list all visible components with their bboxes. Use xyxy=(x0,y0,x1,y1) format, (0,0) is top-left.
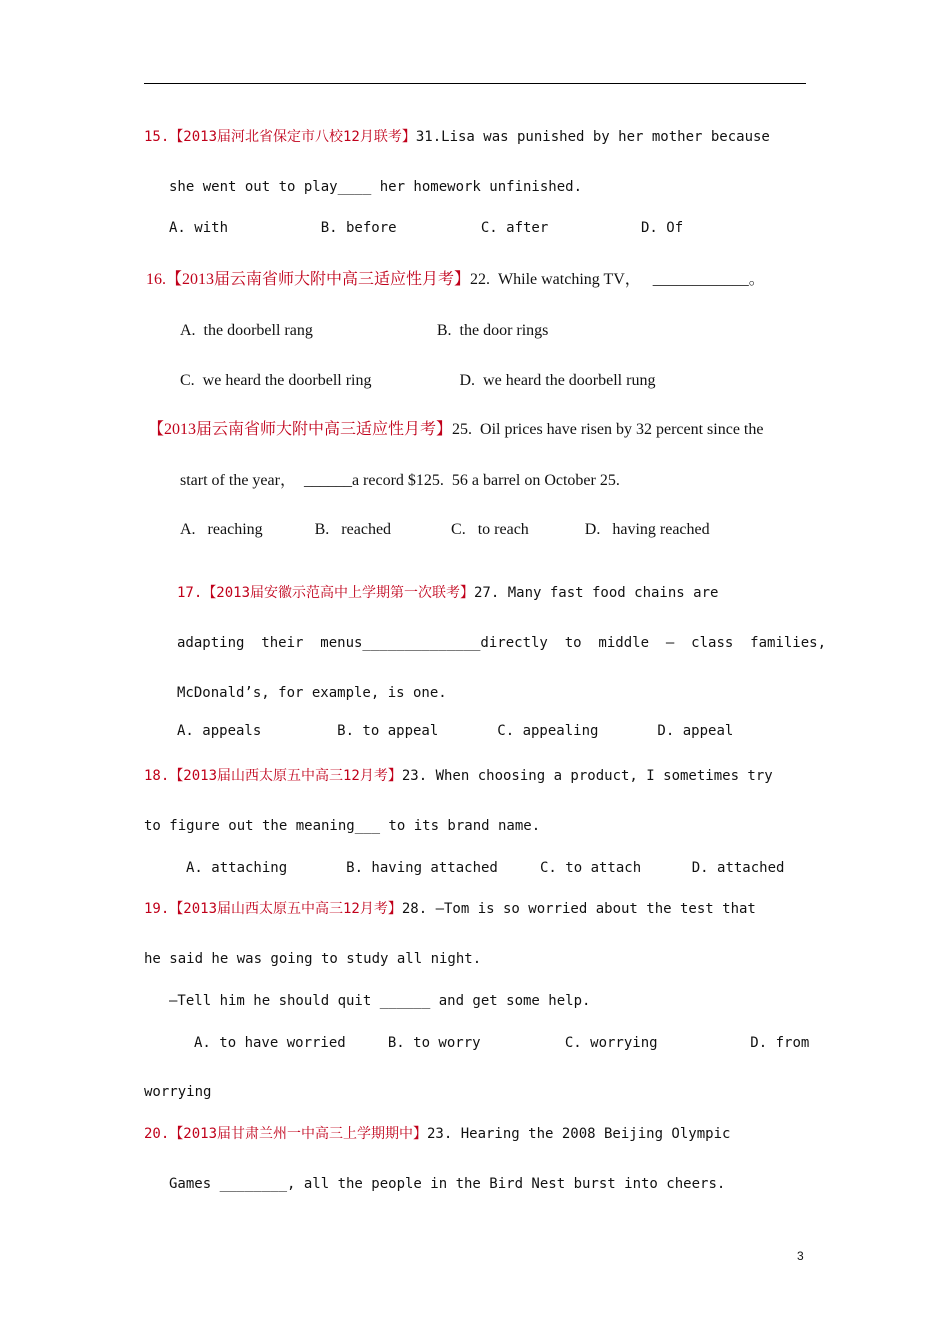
question-text: she went out to play____ her homework unfinished. xyxy=(169,179,583,195)
text-line xyxy=(180,520,710,540)
question-source: 18.【2013届山西太原五中高三12月考】 xyxy=(144,768,402,784)
question-text: 23. When choosing a product, I sometimes try xyxy=(401,768,773,784)
header-rule xyxy=(144,83,806,84)
question-text: McDonald’s, for example, is one. xyxy=(177,685,447,701)
question-text: Games ________, all the people in the Bird Nest burst into cheers. xyxy=(169,1176,726,1192)
text-line xyxy=(169,177,582,197)
question-text: A. the doorbell rang B. the door rings xyxy=(180,322,549,339)
text-line xyxy=(169,218,683,238)
question-text: 23. Hearing the 2008 Beijing Olympic xyxy=(427,1126,731,1142)
text-line xyxy=(144,899,756,919)
text-line xyxy=(186,858,784,878)
question-text: A. with B. before C. after D. Of xyxy=(169,220,684,236)
question-text: worrying xyxy=(144,1084,212,1100)
question-source: 19.【2013届山西太原五中高三12月考】 xyxy=(144,901,402,917)
question-text: C. we heard the doorbell ring D. we heard the doorbell rung xyxy=(180,372,656,389)
question-text: A. appeals B. to appeal C. appealing D. appeal xyxy=(177,723,734,739)
question-source: 16.【2013届云南省师大附中高三适应性月考】 xyxy=(146,271,471,288)
text-line xyxy=(177,633,826,653)
text-line xyxy=(180,471,620,491)
question-text: 28. —Tom is so worried about the test that xyxy=(401,901,756,917)
text-line xyxy=(144,766,773,786)
page-number: 3 xyxy=(797,1249,804,1263)
question-text: adapting their menus______________directly to middle – class families, xyxy=(177,635,827,651)
text-line xyxy=(144,816,540,836)
question-source: 【2013届云南省师大附中高三适应性月考】 xyxy=(148,421,453,438)
question-text: he said he was going to study all night. xyxy=(144,951,482,967)
text-line xyxy=(144,127,770,147)
text-line xyxy=(148,420,763,440)
question-text: 31.Lisa was punished by her mother because xyxy=(415,129,770,145)
question-text: 25. Oil prices have risen by 32 percent since the xyxy=(452,421,764,438)
question-source: 17.【2013届安徽示范高中上学期第一次联考】 xyxy=(177,585,474,601)
text-line xyxy=(180,321,548,341)
question-source: 15.【2013届河北省保定市八校12月联考】 xyxy=(144,129,416,145)
question-text: to figure out the meaning___ to its brand name. xyxy=(144,818,541,834)
question-text: 27. Many fast food chains are xyxy=(474,585,719,601)
text-line xyxy=(177,721,733,741)
text-line xyxy=(144,1124,730,1144)
question-text: —Tell him he should quit ______ and get some help. xyxy=(169,993,591,1009)
text-line xyxy=(144,949,481,969)
text-line xyxy=(169,1174,725,1194)
question-text: A. reaching B. reached C. to reach D. having reached xyxy=(180,521,710,538)
text-line xyxy=(146,270,765,290)
question-text: 22. While watching TV， ____________。 xyxy=(470,271,765,288)
text-line xyxy=(144,1082,211,1102)
text-line xyxy=(194,1033,809,1053)
question-source: 20.【2013届甘肃兰州一中高三上学期期中】 xyxy=(144,1126,427,1142)
text-line xyxy=(177,583,718,603)
text-line xyxy=(177,683,447,703)
text-line xyxy=(180,371,655,391)
text-line xyxy=(169,991,590,1011)
question-text: start of the year， ______a record $125. 56 a barrel on October 25. xyxy=(180,472,620,489)
question-text: A. to have worried B. to worry C. worrying D. from xyxy=(194,1035,810,1051)
question-text: A. attaching B. having attached C. to attach D. attached xyxy=(186,860,785,876)
